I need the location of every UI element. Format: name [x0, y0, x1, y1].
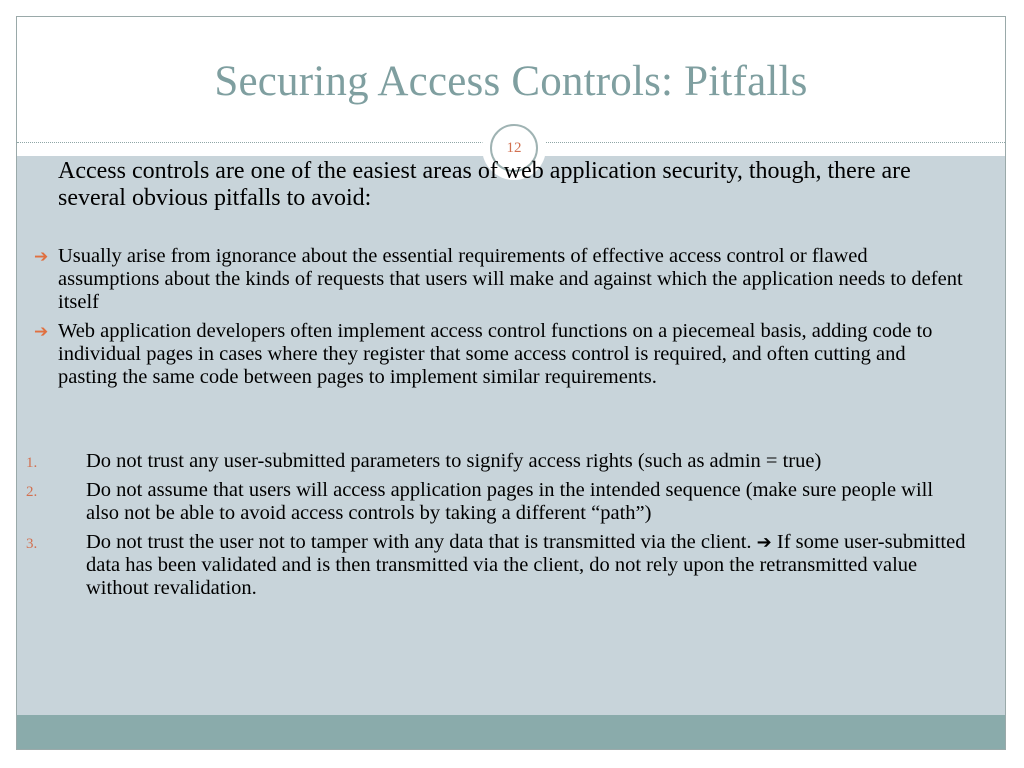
item-text-continued: If some user-submitted data has been validated and is then transmitted via the client, do not rely upon the retransmitted value without revalidation.	[86, 531, 966, 599]
bullet-item	[28, 320, 968, 389]
numbered-list	[26, 450, 966, 606]
numbered-item	[26, 479, 966, 525]
item-number: 1.	[26, 455, 38, 471]
right-arrow-icon: ➔	[756, 532, 772, 553]
item-text: Do not trust any user-submitted parameters to signify access rights (such as admin = true)	[86, 450, 822, 472]
item-number: 2.	[26, 484, 38, 500]
item-text: Do not assume that users will access application pages in the intended sequence (make sure people will also not be able to avoid access controls by taking a different “path”)	[86, 479, 934, 524]
bullet-text: Usually arise from ignorance about the essential requirements of effective access control or flawed assumptions about the kinds of requests that users will make and against which the application needs to defent itself	[58, 245, 963, 313]
intro-text: Access controls are one of the easiest areas of web application security, though, there are several obvious pitfalls to avoid:	[58, 158, 911, 211]
right-arrow-icon: ➔	[34, 247, 49, 267]
bullet-item	[28, 245, 968, 314]
footer-band	[17, 715, 1005, 750]
bullet-list	[28, 245, 968, 395]
slide-title: Securing Access Controls: Pitfalls	[214, 58, 808, 105]
item-text: Do not trust the user not to tamper with any data that is transmitted via the client.	[86, 531, 752, 553]
numbered-item	[26, 450, 966, 473]
item-number: 3.	[26, 536, 38, 552]
right-arrow-icon: ➔	[34, 322, 49, 342]
page-number: 12	[506, 139, 522, 156]
bullet-text: Web application developers often implement access control functions on a piecemeal basis, adding code to individual pages in cases where they register that some access control is required, and often cutting and pasting the same code between pages to implement similar requirements.	[58, 320, 933, 388]
content-area	[17, 156, 1005, 716]
numbered-item	[26, 531, 966, 600]
